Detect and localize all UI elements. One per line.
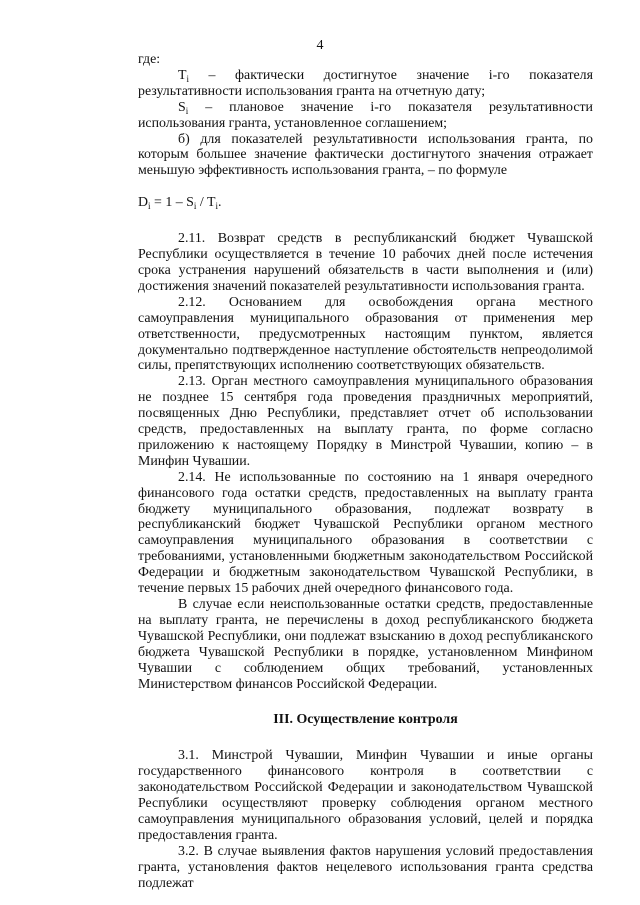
- document-body: [138, 52, 593, 892]
- paragraph-2-11: 2.11. Возврат средств в республиканский бюджет Чувашской Республики осуществляется в течение 10 рабочих дней после истечения срока устранения нарушений обязательств в части выполнения и (или) достижения значений показателей результативности использования гранта.: [138, 231, 593, 294]
- formula-sub-3: i: [215, 201, 218, 212]
- formula-slash: / T: [196, 195, 216, 211]
- si-subscript: i: [185, 105, 189, 116]
- formula-end: .: [217, 195, 222, 211]
- si-symbol: S: [178, 99, 186, 115]
- ti-definition: [138, 68, 593, 100]
- paragraph-2-13: 2.13. Орган местного самоуправления муниципального образования не позднее 15 сентября года проведения праздничных мероприятий, посвященных Дню Республики, представляет отчет об использовании средств, предоставленных на выплату гранта, по форме согласно приложению к настоящему Порядку в Минстрой Чувашии, копию – в Минфин Чувашии.: [138, 374, 593, 469]
- formula-mid: = 1 – S: [150, 195, 194, 211]
- paragraph-2-12: 2.12. Основанием для освобождения органа местного самоуправления муниципального образования от применения мер ответственности, предусмотренных настоящим пунктом, является документально подтвержденное наступление обстоятельств непреодолимой силы, препятствующих исполнению соответствующих обязательств.: [138, 294, 593, 374]
- paragraph-3-1: 3.1. Минстрой Чувашии, Минфин Чувашии и иные органы государственного финансового контроля в соответствии с законодательством Российской Федерации и законодательством Чувашской Республики осуществляют проверку соблюдения органом местного самоуправления муниципального образования условий, целей и порядка предоставления гранта.: [138, 748, 593, 843]
- item-b: б) для показателей результативности использования гранта, по которым большее значение фактически достигнутого значения отражает меньшую эффективность использования гранта, – по формуле: [138, 131, 593, 179]
- paragraph-2-14: 2.14. Не использованные по состоянию на 1 января очередного финансового года остатки средств, предоставленных на выплату гранта бюджету муниципального образования, подлежат возврату в республиканский бюджет Чувашской Республики органом местного самоуправления муниципального образования в соответствии с требованиями, установленными бюджетным законодательством Российской Федерации и бюджетным законодательством Чувашской Республики, в течение первых 15 рабочих дней очередного финансового года.: [138, 469, 593, 597]
- si-definition-text: – плановое значение i-го показателя результативности использования гранта, установленное соглашением;: [138, 99, 593, 131]
- formula-d: D: [138, 195, 149, 211]
- where-line: где:: [138, 52, 161, 67]
- si-definition: [138, 100, 593, 132]
- ti-definition-text: – фактически достигнутое значение i-го показателя результативности использования гранта на отчетную дату;: [138, 67, 593, 99]
- formula-sub-2: i: [193, 201, 197, 212]
- paragraph-unused-funds: В случае если неиспользованные остатки средств, предоставленные на выплату гранта, не перечислены в доход республиканского бюджета Чувашской Республики, они подлежат взысканию в доход республиканского бюджета Чувашской Республики в порядке, установленном Минфином Чувашии с соблюдением общих требований, установленных Министерством финансов Российской Федерации.: [138, 597, 593, 692]
- formula-sub-1: i: [148, 201, 151, 212]
- ti-subscript: i: [186, 73, 190, 84]
- ti-symbol: T: [178, 67, 187, 83]
- paragraph-3-2: 3.2. В случае выявления фактов нарушения условий предоставления гранта, установления фактов нецелевого использования гранта средства подлежат: [138, 843, 593, 891]
- page-number: 4: [316, 38, 324, 53]
- section-heading: III. Осуществление контроля: [273, 712, 458, 728]
- formula: [138, 195, 593, 211]
